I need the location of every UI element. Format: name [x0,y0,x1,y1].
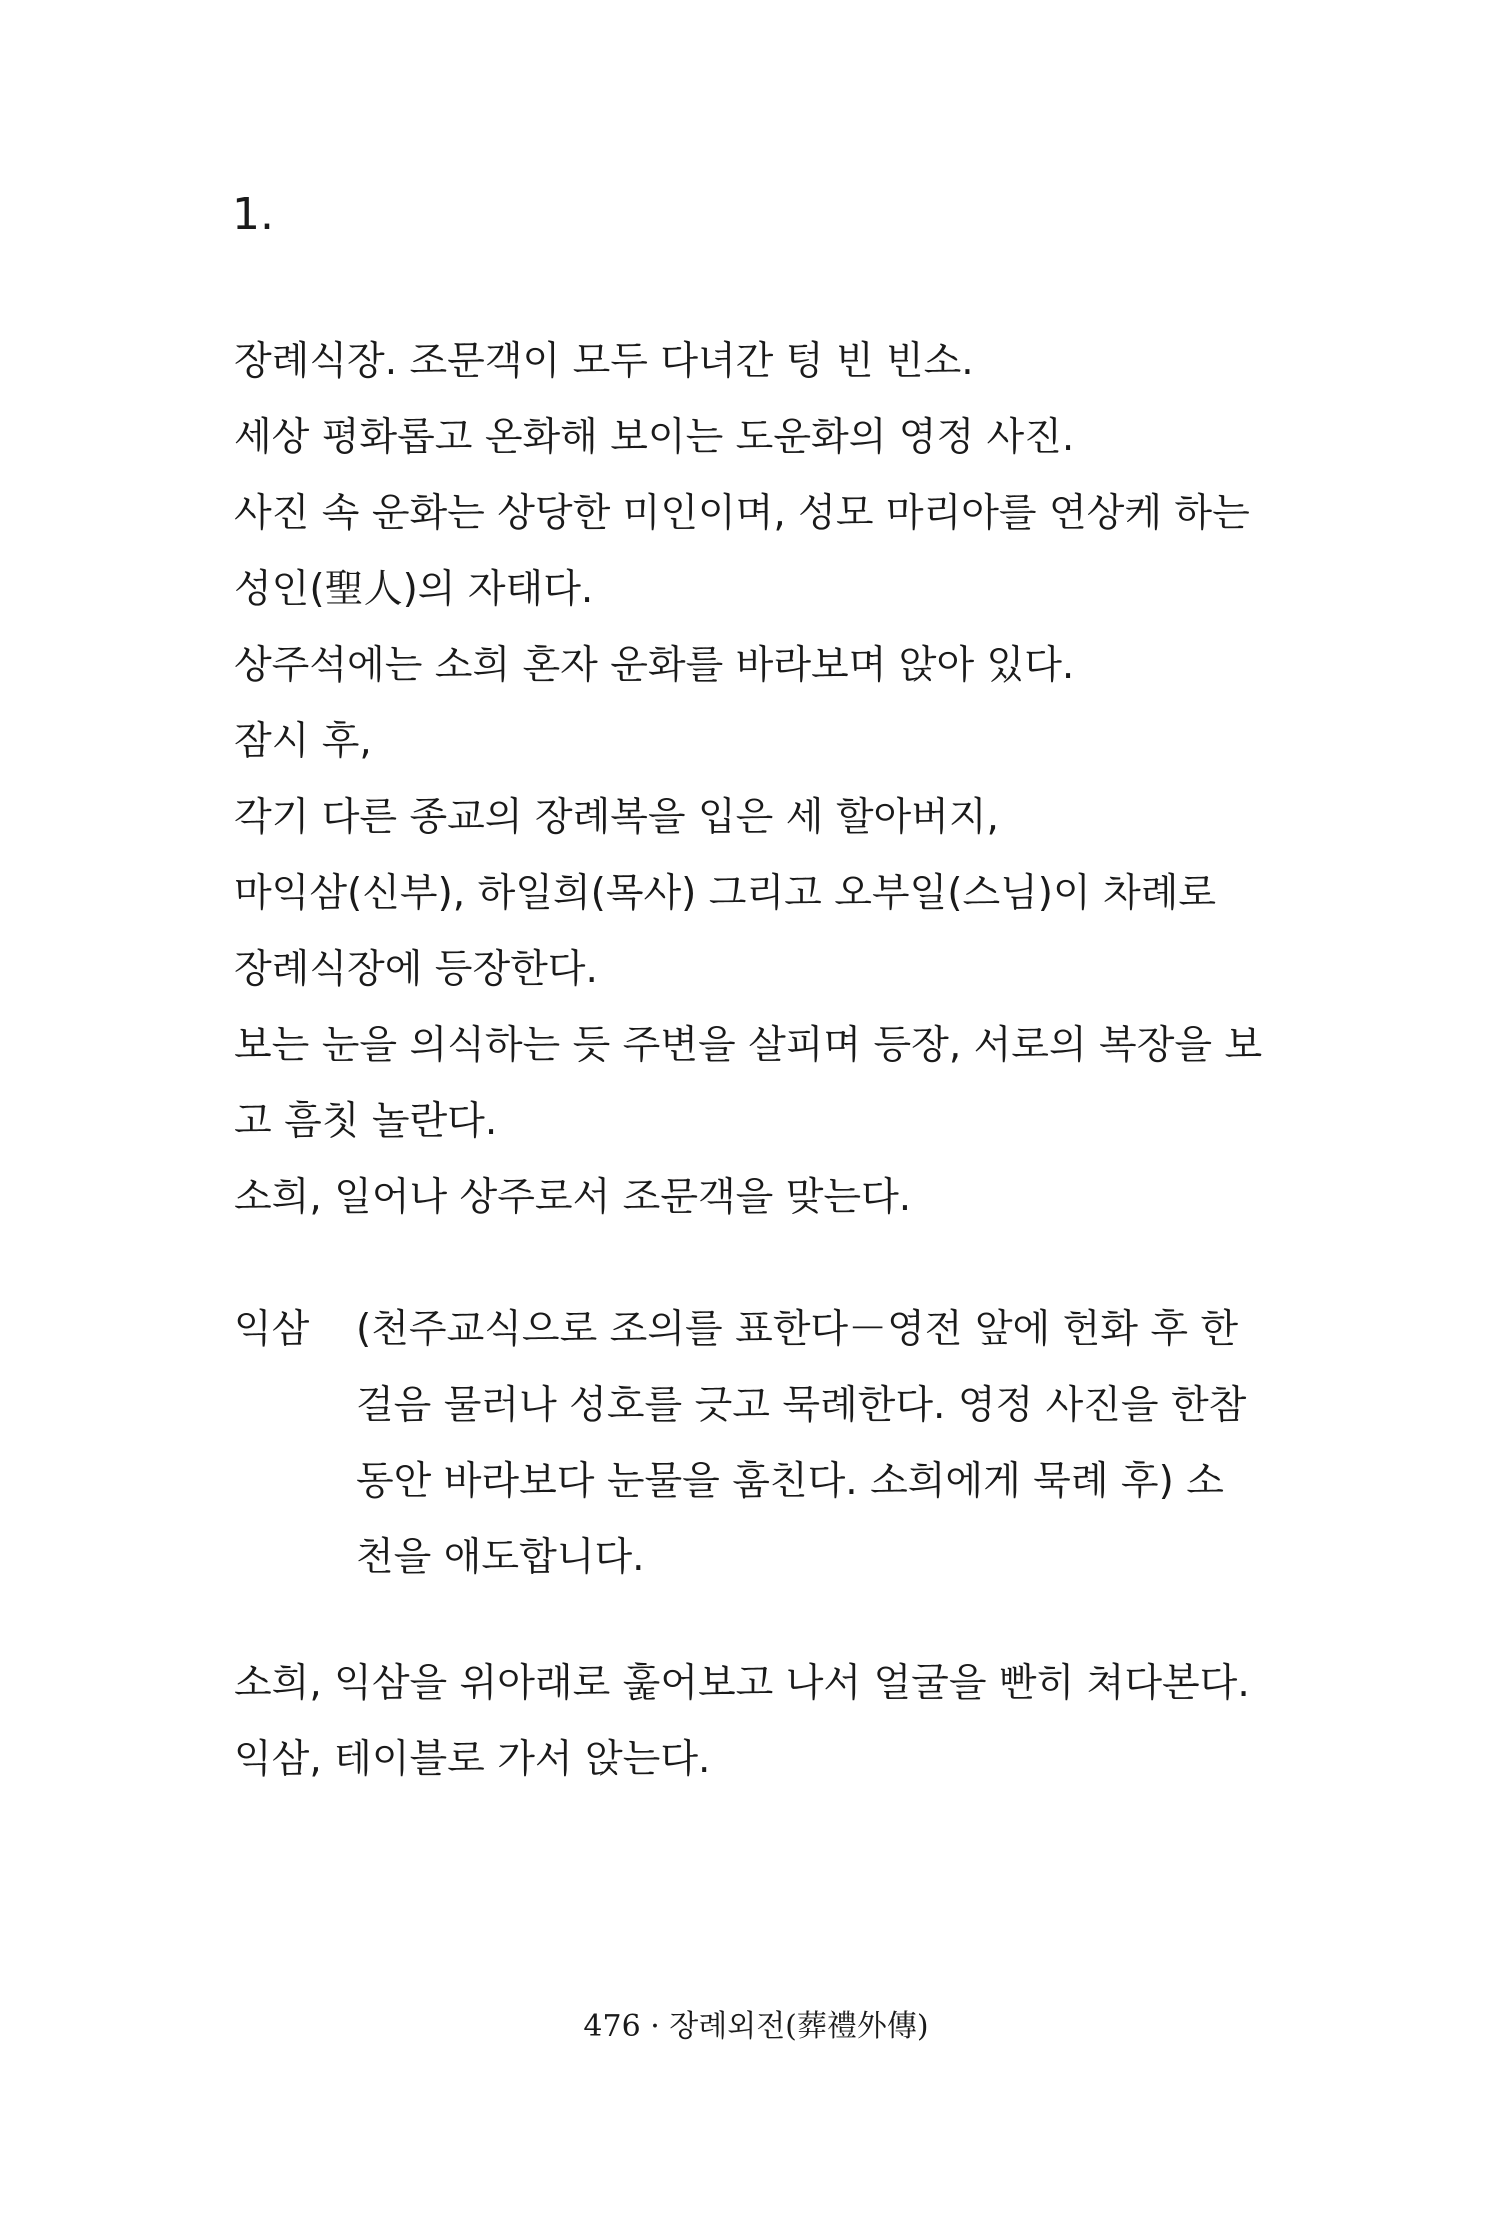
speaker-name: 익삼 [234,1307,310,1352]
stage-line: 장례식장에 등장한다. [234,947,598,992]
stage-line: 소희, 일어나 상주로서 조문객을 맞는다. [234,1175,912,1220]
stage-direction-intro [234,324,1263,1236]
stage-line: 성인(聖人)의 자태다. [234,567,594,612]
stage-line: 장례식장. 조문객이 모두 다녀간 텅 빈 빈소. [234,339,974,384]
dialogue-line: 동안 바라보다 눈물을 훔친다. 소희에게 묵례 후) 소 [356,1459,1224,1504]
stage-line: 고 흠칫 놀란다. [234,1099,498,1144]
dialogue-line: 천을 애도합니다. [356,1535,645,1580]
stage-line: 상주석에는 소희 혼자 운화를 바라보며 앉아 있다. [234,643,1075,688]
stage-line: 마익삼(신부), 하일희(목사) 그리고 오부일(스님)이 차례로 [234,871,1217,916]
stage-line: 사진 속 운화는 상당한 미인이며, 성모 마리아를 연상케 하는 [234,491,1250,536]
stage-line: 세상 평화롭고 온화해 보이는 도운화의 영정 사진. [234,415,1075,460]
stage-direction-after [234,1646,1250,1798]
page-footer: 476 · 장례외전(葬禮外傳) [583,2009,929,2044]
stage-line: 각기 다른 종교의 장례복을 입은 세 할아버지, [234,795,999,840]
stage-line: 소희, 익삼을 위아래로 훑어보고 나서 얼굴을 빤히 쳐다본다. [234,1661,1250,1706]
dialogue-line: (천주교식으로 조의를 표한다－영전 앞에 헌화 후 한 [356,1307,1239,1352]
scene-number: 1. [232,189,274,240]
dialogue-text [356,1292,1247,1596]
stage-line: 잠시 후, [234,719,372,764]
stage-line: 익삼, 테이블로 가서 앉는다. [234,1737,711,1782]
dialogue-line: 걸음 물러나 성호를 긋고 묵례한다. 영정 사진을 한참 [356,1383,1247,1428]
stage-line: 보는 눈을 의식하는 듯 주변을 살피며 등장, 서로의 복장을 보 [234,1023,1263,1068]
